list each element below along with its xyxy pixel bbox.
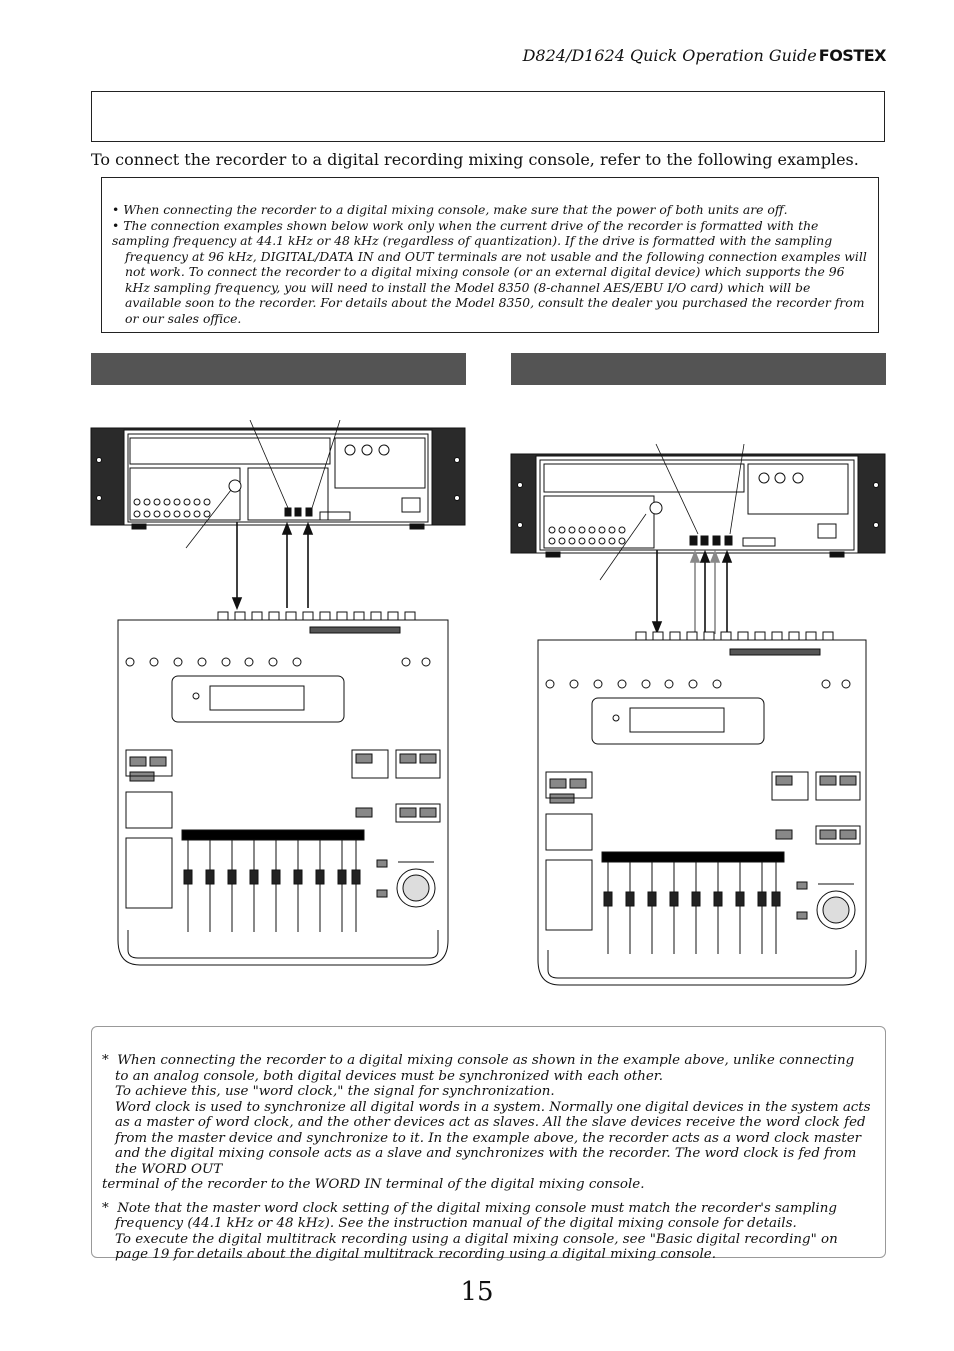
footnote-text: Note that the master word clock setting of the digital mixing console must match the recorder's sampling frequency (44.1 kHz or 48 kHz). See the instruction manual of the digital mixing console for details.	[115, 1200, 837, 1231]
footnote-2: * Note that the master word clock setting of the digital mixing console must match the recorder's sampling frequency (44.1 kHz or 48 kHz). See the instruction manual of the digital mixing console for details.	[102, 1200, 837, 1231]
example-2-header-bar	[511, 353, 886, 385]
recorder-rear-panel	[511, 454, 885, 557]
note-line: frequency at 96 kHz, DIGITAL/DATA IN and OUT terminals are not usable and the following connection examples will not work. To connect the recorder to a digital mixing console (or an external digital device) which supports the 96 kHz sampling frequency, you will need to install the Model 8350 (8-channel AES/EBU I/O card) which will be available soon to the recorder. For details about the Model 8350, consult the dealer you purchased the recorder from or our sales office.	[125, 248, 867, 326]
footnote-text: When connecting the recorder to a digital mixing console as shown in the example above, unlike connecting to an analog console, both digital devices must be synchronized with each other.	[115, 1053, 855, 1084]
footnote-text: To achieve this, use "word clock," the signal for synchronization.	[115, 1084, 555, 1099]
section-title-box	[91, 91, 885, 142]
note-line: • When connecting the recorder to a digital mixing console, make sure that the power of both units are off.	[112, 202, 788, 217]
page-header	[523, 46, 886, 65]
example-1-header-bar	[91, 353, 466, 385]
footnote-1: * When connecting the recorder to a digital mixing console as shown in the example above, unlike connecting to an analog console, both digital devices must be synchronized with each other.	[102, 1053, 855, 1084]
recorder-rear-panel	[91, 428, 465, 529]
page-number: 15	[460, 1277, 494, 1307]
note-line: sampling frequency at 44.1 kHz or 48 kHz (regardless of quantization). If the drive is formatted with the sampling	[112, 233, 833, 248]
word-clock-footnote-box	[91, 1026, 886, 1262]
caution-note-box	[101, 177, 879, 333]
note-line: • The connection examples shown below work only when the current drive of the recorder is formatted with the	[112, 217, 819, 233]
connection-diagram-1	[90, 420, 470, 970]
footnote-text: Word clock is used to synchronize all digital words in a system. Normally one digital devices in the system acts as a master of word clock, and the other devices act as slaves. All the slave devices receive the word clock fed from the master device and synchronize to it. In the example above, the recorder acts as a word clock master and the digital mixing console acts as a slave and synchronizes with the recorder. The word clock is fed from the WORD OUT	[115, 1099, 871, 1177]
connection-diagram-2	[508, 440, 888, 990]
guide-title: D824/D1624 Quick Operation Guide	[522, 46, 817, 65]
digital-mixer-console	[538, 632, 866, 985]
footnote-text: To execute the digital multitrack recording using a digital mixing console, see "Basic digital recording" on page 19 for details about the digital multitrack recording using a digital mixing console.	[115, 1231, 838, 1262]
intro-text: To connect the recorder to a digital recording mixing console, refer to the following examples.	[91, 150, 859, 169]
digital-mixer-console	[118, 612, 448, 965]
footnote-text: terminal of the recorder to the WORD IN terminal of the digital mixing console.	[102, 1177, 645, 1192]
fostex-logo: FOSTEX	[818, 46, 886, 65]
